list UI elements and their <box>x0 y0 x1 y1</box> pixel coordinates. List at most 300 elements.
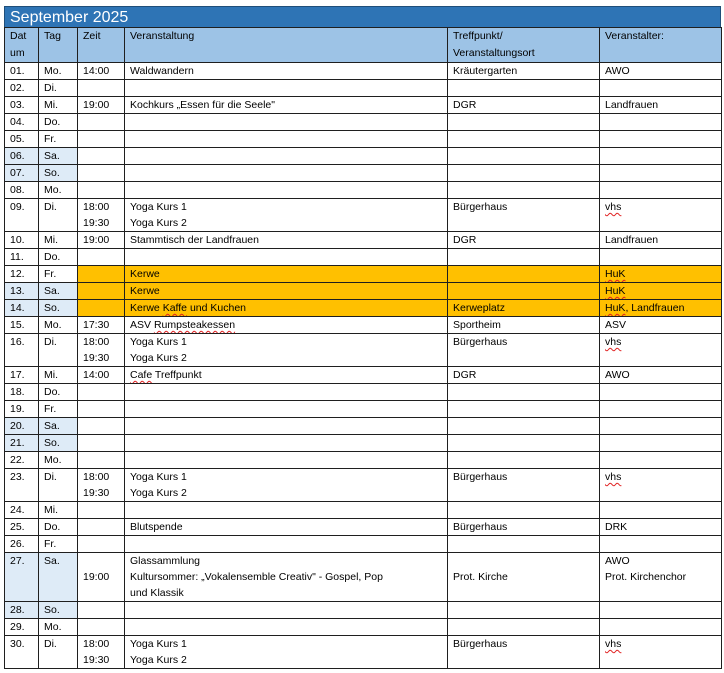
date-cell-text: 02. <box>10 82 25 94</box>
date-cell-text: 28. <box>10 604 25 616</box>
table-row <box>5 63 722 80</box>
table-row <box>5 452 722 469</box>
table-row <box>5 401 722 418</box>
table-row <box>5 435 722 452</box>
event-cell-text: Yoga Kurs 2 <box>130 654 187 666</box>
spellcheck-word: vhs <box>605 201 622 213</box>
date-cell-text: 30. <box>10 638 25 650</box>
date-cell-text: 10. <box>10 234 25 246</box>
spellcheck-word: Cafe <box>130 369 153 381</box>
time-cell <box>78 519 125 536</box>
weekday-cell <box>39 469 78 502</box>
weekday-cell-text: Mi. <box>44 99 58 111</box>
weekday-cell-text: So. <box>44 302 60 314</box>
event-cell-text: Yoga Kurs 1 <box>130 336 187 348</box>
organizer-cell-text <box>605 283 721 299</box>
table-row <box>5 232 722 249</box>
date-cell <box>5 418 39 435</box>
weekday-cell-text: Mo. <box>44 621 62 633</box>
time-cell <box>78 300 125 317</box>
table-row <box>5 553 722 602</box>
event-cell <box>125 619 448 636</box>
weekday-cell <box>39 317 78 334</box>
event-cell-text: Stammtisch der Landfrauen <box>130 234 259 246</box>
date-cell-text: 22. <box>10 454 25 466</box>
time-cell-text: 17:30 <box>83 319 110 331</box>
organizer-cell <box>600 384 722 401</box>
weekday-cell <box>39 80 78 97</box>
location-cell <box>448 367 600 384</box>
weekday-cell-text: Mo. <box>44 184 62 196</box>
date-cell <box>5 367 39 384</box>
weekday-cell-text: Mo. <box>44 319 62 331</box>
table-row <box>5 131 722 148</box>
location-cell-text <box>453 553 599 569</box>
organizer-cell-text <box>605 199 721 215</box>
event-cell <box>125 97 448 114</box>
time-cell <box>78 469 125 502</box>
date-cell-text: 12. <box>10 268 25 280</box>
date-cell-text: 06. <box>10 150 25 162</box>
weekday-cell <box>39 63 78 80</box>
date-cell-text: 03. <box>10 99 25 111</box>
weekday-cell-text: Fr. <box>44 538 57 550</box>
event-cell <box>125 636 448 669</box>
time-cell <box>78 148 125 165</box>
weekday-cell-text: So. <box>44 437 60 449</box>
event-cell-text: Kultursommer: „Vokalensemble Creativ" - Gospel, Pop <box>130 571 383 583</box>
organizer-cell-text: AWO <box>605 65 630 77</box>
weekday-cell <box>39 384 78 401</box>
time-cell-text <box>83 585 124 601</box>
calendar-sheet <box>4 6 721 669</box>
event-cell-text: Yoga Kurs 1 <box>130 638 187 650</box>
date-cell <box>5 636 39 669</box>
weekday-cell-text: So. <box>44 167 60 179</box>
date-cell-text: 09. <box>10 201 25 213</box>
table-body <box>5 63 722 669</box>
organizer-cell-text: Landfrauen <box>605 234 659 246</box>
weekday-cell-text: Do. <box>44 251 61 263</box>
weekday-cell-text: Di. <box>44 82 57 94</box>
weekday-cell-text: Sa. <box>44 285 60 297</box>
time-cell-text: 14:00 <box>83 65 110 77</box>
location-cell-text: Bürgerhaus <box>453 521 508 533</box>
time-cell <box>78 502 125 519</box>
weekday-cell-text: Mo. <box>44 65 62 77</box>
date-cell-text: 01. <box>10 65 25 77</box>
spellcheck-word: HuK <box>605 302 626 314</box>
location-cell <box>448 114 600 131</box>
table-row <box>5 266 722 283</box>
date-cell <box>5 384 39 401</box>
event-cell-text: und Klassik <box>130 587 184 599</box>
col-header-datum-label: Datum <box>10 30 27 59</box>
time-cell <box>78 80 125 97</box>
date-cell <box>5 519 39 536</box>
location-cell-text <box>453 585 599 601</box>
event-cell <box>125 300 448 317</box>
col-header-ort-label: Treffpunkt/ Veranstaltungsort <box>453 30 535 59</box>
time-cell <box>78 435 125 452</box>
location-cell <box>448 249 600 266</box>
date-cell <box>5 553 39 602</box>
organizer-cell <box>600 148 722 165</box>
location-cell-text: Prot. Kirche <box>453 571 508 583</box>
organizer-cell-text: DRK <box>605 521 628 533</box>
event-cell-text: Yoga Kurs 1 <box>130 201 187 213</box>
location-cell-text: DGR <box>453 99 477 111</box>
date-cell-text: 14. <box>10 302 25 314</box>
header-row <box>5 28 722 63</box>
weekday-cell-text: Mi. <box>44 234 58 246</box>
time-cell <box>78 165 125 182</box>
event-cell-text: ASV Rumpsteakessen <box>130 319 236 331</box>
location-cell <box>448 469 600 502</box>
event-cell <box>125 148 448 165</box>
event-cell <box>125 384 448 401</box>
table-row <box>5 334 722 367</box>
event-cell <box>125 317 448 334</box>
time-cell <box>78 384 125 401</box>
event-cell-text: Yoga Kurs 2 <box>130 217 187 229</box>
weekday-cell <box>39 114 78 131</box>
weekday-cell <box>39 334 78 367</box>
table-row <box>5 536 722 553</box>
event-cell <box>125 266 448 283</box>
weekday-cell <box>39 367 78 384</box>
event-cell <box>125 502 448 519</box>
organizer-cell-text <box>605 636 721 652</box>
date-cell <box>5 317 39 334</box>
table-row <box>5 384 722 401</box>
weekday-cell <box>39 249 78 266</box>
event-cell-text: Yoga Kurs 2 <box>130 487 187 499</box>
date-cell <box>5 199 39 232</box>
organizer-cell <box>600 334 722 367</box>
location-cell-text: Sportheim <box>453 319 501 331</box>
time-cell <box>78 317 125 334</box>
weekday-cell <box>39 232 78 249</box>
organizer-cell <box>600 249 722 266</box>
organizer-cell <box>600 266 722 283</box>
weekday-cell <box>39 502 78 519</box>
weekday-cell <box>39 418 78 435</box>
event-cell <box>125 602 448 619</box>
time-cell <box>78 131 125 148</box>
event-cell <box>125 131 448 148</box>
location-cell <box>448 401 600 418</box>
table-row <box>5 636 722 669</box>
time-cell-text: 19:30 <box>83 654 110 666</box>
weekday-cell <box>39 619 78 636</box>
table-row <box>5 199 722 232</box>
organizer-cell-text: Prot. Kirchenchor <box>605 571 687 583</box>
time-cell-text: 18:00 <box>83 638 110 650</box>
event-cell-text: Yoga Kurs 2 <box>130 352 187 364</box>
event-cell-text: Kerwe Kaffe und Kuchen <box>130 302 247 314</box>
time-cell-text: 19:00 <box>83 234 110 246</box>
organizer-cell <box>600 469 722 502</box>
time-cell <box>78 401 125 418</box>
organizer-cell <box>600 199 722 232</box>
date-cell <box>5 334 39 367</box>
event-cell <box>125 232 448 249</box>
organizer-cell-text: HuK, Landfrauen <box>605 302 685 314</box>
location-cell <box>448 619 600 636</box>
location-cell <box>448 636 600 669</box>
weekday-cell-text: Fr. <box>44 268 57 280</box>
time-cell <box>78 452 125 469</box>
organizer-cell <box>600 452 722 469</box>
date-cell-text: 04. <box>10 116 25 128</box>
date-cell <box>5 80 39 97</box>
time-cell-text: 18:00 <box>83 471 110 483</box>
organizer-cell <box>600 435 722 452</box>
organizer-cell-text <box>605 469 721 485</box>
date-cell-text: 13. <box>10 285 25 297</box>
date-cell-text: 07. <box>10 167 25 179</box>
time-cell <box>78 619 125 636</box>
location-cell <box>448 232 600 249</box>
weekday-cell-text: Do. <box>44 521 61 533</box>
weekday-cell <box>39 97 78 114</box>
weekday-cell <box>39 519 78 536</box>
location-cell <box>448 519 600 536</box>
event-cell <box>125 536 448 553</box>
weekday-cell-text: Di. <box>44 471 57 483</box>
date-cell-text: 24. <box>10 504 25 516</box>
location-cell <box>448 435 600 452</box>
event-cell-text: Kerwe <box>130 285 160 297</box>
organizer-cell-text: AWO <box>605 555 630 567</box>
event-cell <box>125 469 448 502</box>
table-row <box>5 249 722 266</box>
location-cell <box>448 334 600 367</box>
time-cell <box>78 602 125 619</box>
time-cell <box>78 536 125 553</box>
weekday-cell <box>39 435 78 452</box>
location-cell <box>448 317 600 334</box>
date-cell-text: 17. <box>10 369 25 381</box>
event-cell <box>125 435 448 452</box>
spellcheck-word: Rumpsteakessen <box>153 319 236 331</box>
weekday-cell-text: Sa. <box>44 555 60 567</box>
time-cell <box>78 266 125 283</box>
event-cell <box>125 80 448 97</box>
organizer-cell <box>600 519 722 536</box>
date-cell <box>5 502 39 519</box>
weekday-cell <box>39 553 78 602</box>
event-cell <box>125 334 448 367</box>
date-cell-text: 29. <box>10 621 25 633</box>
date-cell <box>5 114 39 131</box>
date-cell-text: 16. <box>10 336 25 348</box>
col-header-veranstalter: Veranstalter: <box>600 28 722 63</box>
time-cell <box>78 367 125 384</box>
event-cell-text: Kerwe <box>130 268 160 280</box>
date-cell-text: 27. <box>10 555 25 567</box>
weekday-cell-text: Fr. <box>44 403 57 415</box>
time-cell <box>78 283 125 300</box>
weekday-cell <box>39 266 78 283</box>
weekday-cell <box>39 401 78 418</box>
event-cell <box>125 249 448 266</box>
organizer-cell <box>600 418 722 435</box>
table-row <box>5 182 722 199</box>
event-cell <box>125 199 448 232</box>
month-title: September 2025 <box>4 6 721 27</box>
time-cell <box>78 182 125 199</box>
weekday-cell-text: Do. <box>44 386 61 398</box>
weekday-cell <box>39 602 78 619</box>
event-cell <box>125 401 448 418</box>
organizer-cell-text: ASV <box>605 319 627 331</box>
time-cell <box>78 114 125 131</box>
col-header-ort <box>448 28 600 63</box>
date-cell <box>5 300 39 317</box>
organizer-cell <box>600 97 722 114</box>
event-cell-text: Kochkurs „Essen für die Seele" <box>130 99 275 111</box>
table-row <box>5 165 722 182</box>
organizer-cell <box>600 80 722 97</box>
table-row <box>5 148 722 165</box>
col-header-datum <box>5 28 39 63</box>
organizer-cell <box>600 553 722 602</box>
date-cell <box>5 435 39 452</box>
location-cell <box>448 384 600 401</box>
table-row <box>5 300 722 317</box>
organizer-cell-text: Landfrauen <box>605 99 659 111</box>
weekday-cell-text: Fr. <box>44 133 57 145</box>
table-row <box>5 317 722 334</box>
organizer-cell <box>600 502 722 519</box>
event-cell <box>125 452 448 469</box>
weekday-cell <box>39 182 78 199</box>
date-cell <box>5 602 39 619</box>
organizer-cell <box>600 536 722 553</box>
organizer-cell <box>600 602 722 619</box>
event-cell <box>125 519 448 536</box>
organizer-cell <box>600 182 722 199</box>
spellcheck-word: vhs <box>605 638 622 650</box>
date-cell <box>5 182 39 199</box>
time-cell-text: 19:00 <box>83 99 110 111</box>
table-row <box>5 367 722 384</box>
weekday-cell <box>39 636 78 669</box>
weekday-cell-text: Mi. <box>44 369 58 381</box>
organizer-cell-text <box>605 334 721 350</box>
weekday-cell <box>39 148 78 165</box>
weekday-cell <box>39 283 78 300</box>
event-cell-text: Yoga Kurs 1 <box>130 471 187 483</box>
organizer-cell <box>600 317 722 334</box>
event-cell <box>125 367 448 384</box>
table-row <box>5 602 722 619</box>
location-cell <box>448 602 600 619</box>
location-cell-text: Kerweplatz <box>453 302 505 314</box>
time-cell <box>78 63 125 80</box>
time-cell-text: 18:00 <box>83 201 110 213</box>
location-cell-text: Bürgerhaus <box>453 471 508 483</box>
date-cell-text: 18. <box>10 386 25 398</box>
date-cell <box>5 249 39 266</box>
event-cell <box>125 418 448 435</box>
location-cell-text: Kräutergarten <box>453 65 518 77</box>
table-row <box>5 114 722 131</box>
table-row <box>5 469 722 502</box>
event-cell <box>125 114 448 131</box>
location-cell <box>448 283 600 300</box>
location-cell <box>448 97 600 114</box>
location-cell-text: Bürgerhaus <box>453 201 508 213</box>
location-cell <box>448 182 600 199</box>
date-cell <box>5 283 39 300</box>
location-cell <box>448 452 600 469</box>
location-cell-text: DGR <box>453 234 477 246</box>
time-cell <box>78 199 125 232</box>
organizer-cell <box>600 636 722 669</box>
date-cell-text: 05. <box>10 133 25 145</box>
weekday-cell-text: Di. <box>44 638 57 650</box>
location-cell <box>448 536 600 553</box>
weekday-cell <box>39 199 78 232</box>
location-cell <box>448 300 600 317</box>
spellcheck-word: HuK <box>605 285 626 297</box>
col-header-tag: Tag <box>39 28 78 63</box>
organizer-cell <box>600 165 722 182</box>
weekday-cell <box>39 165 78 182</box>
date-cell-text: 26. <box>10 538 25 550</box>
location-cell <box>448 80 600 97</box>
weekday-cell <box>39 452 78 469</box>
weekday-cell-text: Di. <box>44 201 57 213</box>
date-cell <box>5 97 39 114</box>
organizer-cell <box>600 232 722 249</box>
date-cell <box>5 452 39 469</box>
organizer-cell <box>600 367 722 384</box>
location-cell <box>448 502 600 519</box>
organizer-cell-text <box>605 585 721 601</box>
time-cell <box>78 249 125 266</box>
event-cell <box>125 63 448 80</box>
date-cell <box>5 131 39 148</box>
organizer-cell <box>600 63 722 80</box>
location-cell <box>448 553 600 602</box>
event-cell <box>125 182 448 199</box>
spellcheck-word: Kaffe <box>162 302 188 314</box>
time-cell-text: 19:30 <box>83 217 110 229</box>
weekday-cell-text: Mi. <box>44 504 58 516</box>
weekday-cell-text: Sa. <box>44 150 60 162</box>
time-cell-text <box>83 553 124 569</box>
event-cell-text: Glassammlung <box>130 555 201 567</box>
date-cell <box>5 469 39 502</box>
organizer-cell-text <box>605 266 721 282</box>
location-cell <box>448 131 600 148</box>
date-cell-text: 08. <box>10 184 25 196</box>
event-cell-text: Blutspende <box>130 521 183 533</box>
location-cell <box>448 199 600 232</box>
organizer-cell-text: AWO <box>605 369 630 381</box>
weekday-cell-text: So. <box>44 604 60 616</box>
date-cell <box>5 536 39 553</box>
spellcheck-word: vhs <box>605 471 622 483</box>
weekday-cell-text: Di. <box>44 336 57 348</box>
organizer-cell <box>600 131 722 148</box>
time-cell-text: 19:30 <box>83 352 110 364</box>
date-cell <box>5 165 39 182</box>
